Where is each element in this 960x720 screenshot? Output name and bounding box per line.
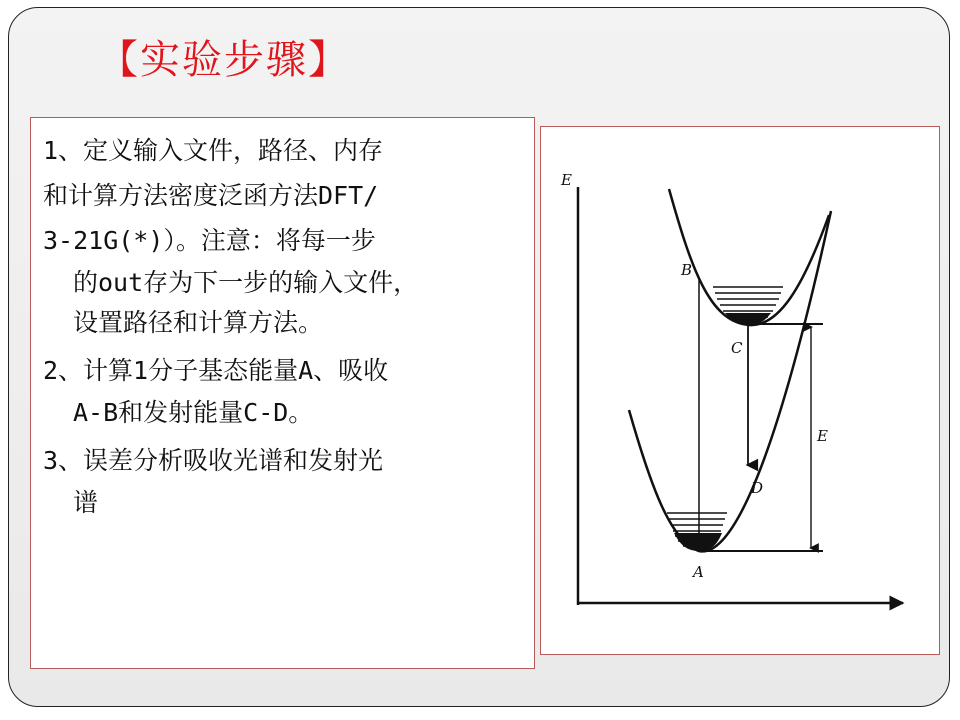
point-b-label: B xyxy=(681,261,693,279)
step-2-line-1: 2、计算1分子基态能量A、吸收 xyxy=(43,356,389,385)
step-1-cont-1: 的out存为下一步的输入文件， xyxy=(73,268,419,297)
step-1 xyxy=(43,128,528,343)
energy-gap-label: E xyxy=(817,427,828,445)
step-1-cont-2: 设置路径和计算方法。 xyxy=(73,308,324,337)
energy-axis-label: E xyxy=(561,171,572,189)
point-d-label: D xyxy=(751,479,764,497)
slide-title: 【实验步骤】 xyxy=(98,37,350,83)
step-2 xyxy=(43,348,528,433)
point-c-label: C xyxy=(731,339,743,357)
ground-state-curve xyxy=(629,211,831,551)
point-a-label: A xyxy=(693,563,704,581)
steps-panel xyxy=(30,117,535,669)
step-1-line-1: 1、定义输入文件，路径、内存 xyxy=(43,136,384,165)
step-3-line-1: 3、误差分析吸收光谱和发射光 xyxy=(43,446,384,475)
step-1-line-3: 3-21G(*)）。注意：将每一步 xyxy=(43,226,376,255)
steps-list xyxy=(43,128,528,528)
step-2-cont-1: A-B和发射能量C-D。 xyxy=(73,398,314,427)
step-1-line-2: 和计算方法密度泛函方法DFT/ xyxy=(43,181,379,210)
energy-diagram-panel xyxy=(540,126,940,655)
step-3-cont-1: 谱 xyxy=(73,488,99,517)
step-3 xyxy=(43,438,528,523)
energy-diagram xyxy=(541,127,941,656)
